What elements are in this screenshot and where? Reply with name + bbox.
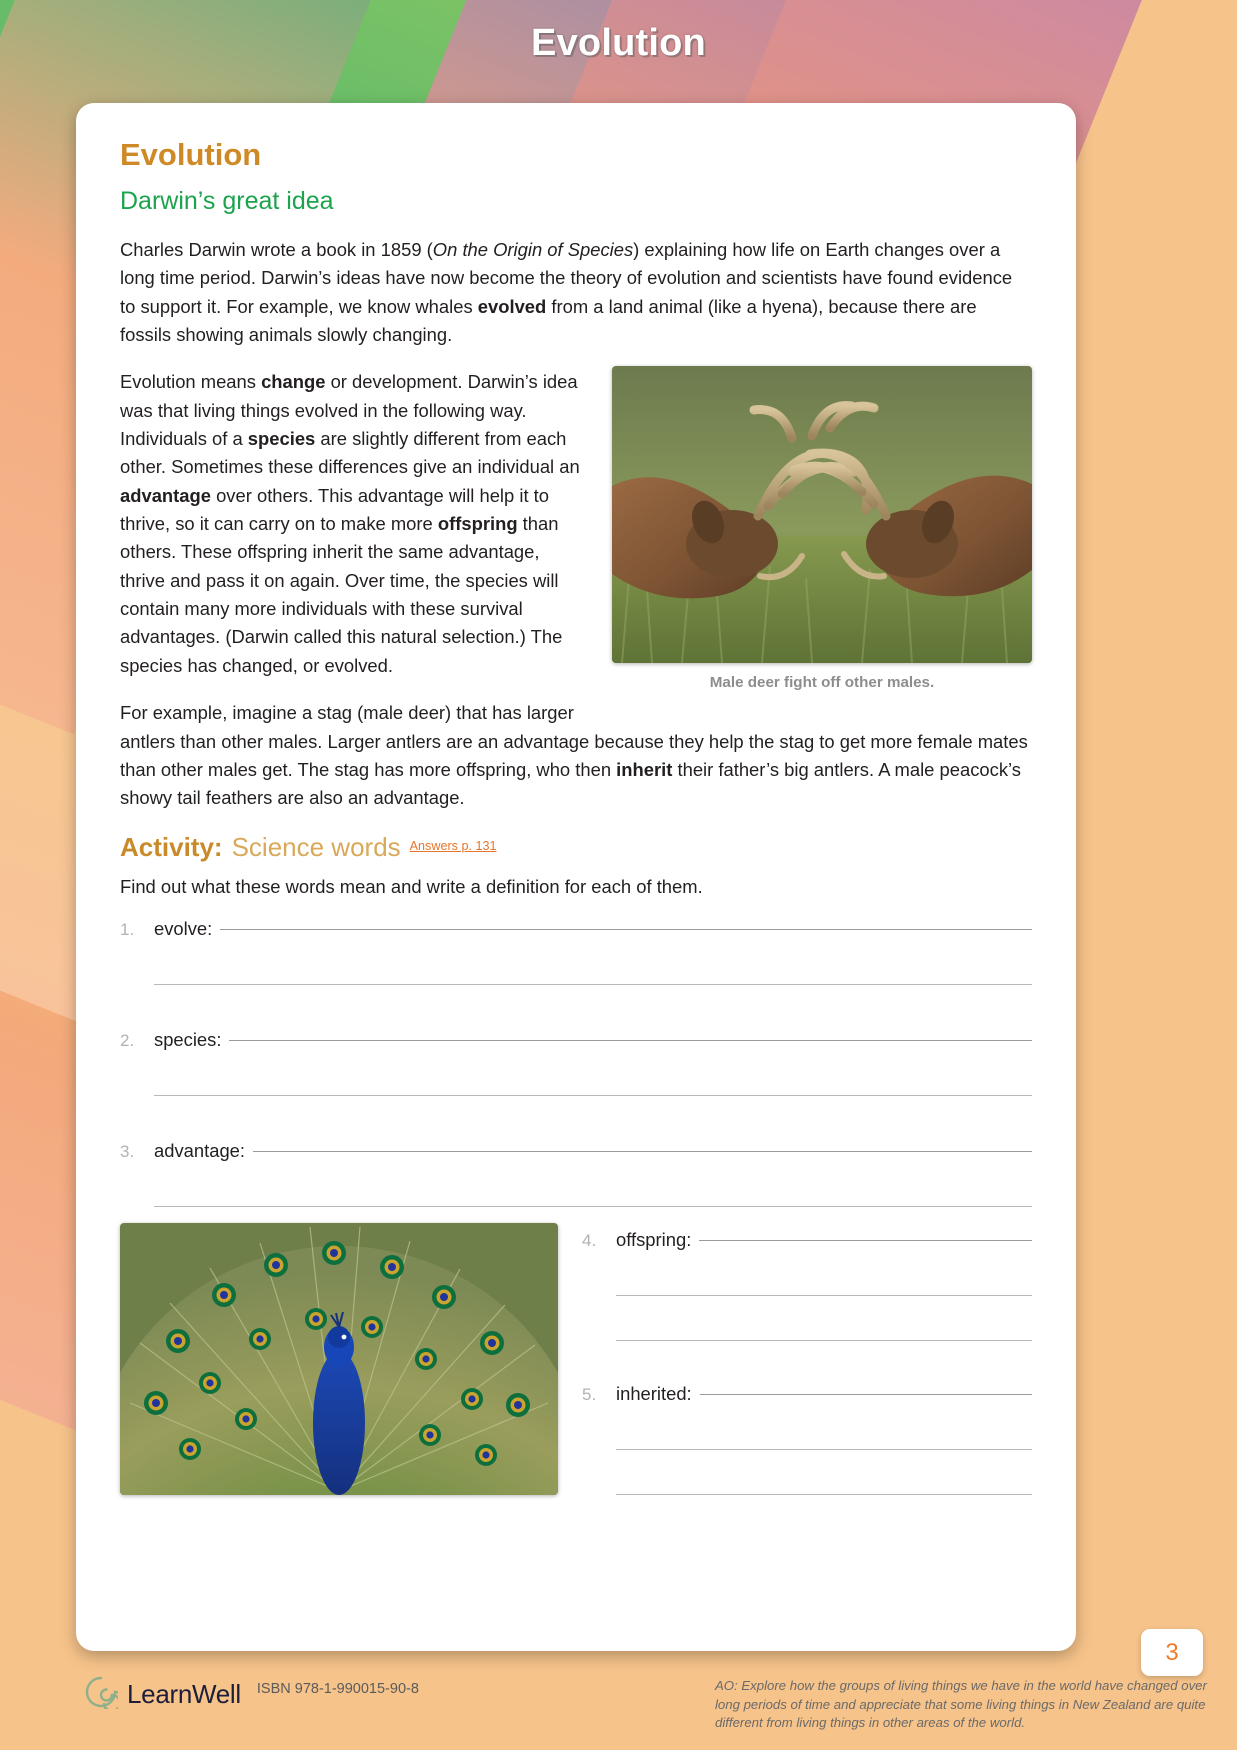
deer-photo bbox=[612, 366, 1032, 663]
content-card bbox=[76, 103, 1076, 1651]
activity-items-right bbox=[582, 1223, 1032, 1495]
list-item bbox=[120, 918, 1032, 940]
activity-label: Activity: bbox=[120, 831, 223, 862]
keyword-inherit: inherit bbox=[616, 758, 673, 780]
brand-name: LearnWell bbox=[127, 1679, 241, 1709]
deer-photo-illustration bbox=[612, 366, 1032, 663]
p3-part2: their father’s big antlers. A male peacock’s showy tail feathers are also an advantage. bbox=[120, 758, 1021, 809]
item-number: 3. bbox=[120, 1141, 135, 1161]
item-word: species: bbox=[154, 1028, 222, 1050]
activity-title: Science words bbox=[231, 831, 401, 862]
keyword-evolved: evolved bbox=[477, 295, 547, 317]
brand-logo bbox=[84, 1675, 241, 1714]
answer-line-continuation[interactable] bbox=[616, 1295, 1032, 1296]
item-number: 5. bbox=[582, 1384, 597, 1404]
peacock-photo bbox=[120, 1223, 558, 1495]
item-word: evolve: bbox=[154, 917, 213, 939]
answer-line-continuation[interactable] bbox=[154, 1095, 1032, 1096]
page-footer bbox=[0, 1638, 1237, 1750]
page-number: 3 bbox=[1141, 1629, 1203, 1676]
answers-link[interactable]: Answers p. 131 bbox=[409, 838, 497, 853]
activity-items-left bbox=[120, 918, 1032, 1207]
koru-spiral-icon bbox=[84, 1675, 118, 1714]
p1-part2: ) explaining how life on Earth changes over a long time period. Darwin’s ideas have now become the theory of evolution and scientists have found evidence to support it. For example, we know whales bbox=[120, 239, 1013, 317]
list-item bbox=[120, 1029, 1032, 1051]
p2-part4: over others. This advantage will help it to thrive, so it can carry on to make more bbox=[120, 484, 549, 535]
item-word: inherited: bbox=[616, 1382, 692, 1404]
deer-figure bbox=[612, 366, 1032, 691]
p2-part2: or development. Darwin’s idea was that living things evolved in the following way. Individuals of a bbox=[120, 371, 578, 450]
p2-part5: than others. These offspring inherit the same advantage, thrive and pass it on again. Over time, the species will contain many more individuals with these survival advantages. (Darwin called this natural selection.) The species has changed, or evolved. bbox=[120, 513, 563, 676]
section-heading: Evolution bbox=[120, 137, 262, 172]
answer-line[interactable] bbox=[253, 1151, 1032, 1152]
answer-line-continuation[interactable] bbox=[616, 1449, 1032, 1450]
item-word: advantage: bbox=[154, 1139, 246, 1161]
p2-part3: are slightly different from each other. Sometimes these differences give an individual an bbox=[120, 428, 580, 478]
answer-line-continuation[interactable] bbox=[154, 984, 1032, 985]
answer-line[interactable] bbox=[220, 929, 1032, 930]
deer-caption: Male deer fight off other males. bbox=[709, 674, 935, 692]
achievement-objective-text: AO: Explore how the groups of living things we have in the world have changed over long periods of time and appreciate that some living things in New Zealand are quite different from living things in other areas of the world. bbox=[715, 1678, 1207, 1731]
p3-part1: For example, imagine a stag (male deer) that has larger antlers than other males. Larger antlers are an advantage because they help the stag to get more female mates than other males get. The stag has more offspring, who then bbox=[120, 702, 1028, 780]
item-word: offspring: bbox=[616, 1228, 692, 1250]
book-title-italic: On the Origin of Species bbox=[432, 239, 634, 260]
list-item bbox=[582, 1383, 1032, 1405]
isbn-text: ISBN 978-1-990015-90-8 bbox=[256, 1681, 419, 1697]
answer-line-continuation[interactable] bbox=[616, 1340, 1032, 1341]
page-title: Evolution bbox=[531, 22, 706, 64]
p2-part1: Evolution means bbox=[120, 371, 262, 393]
answer-line[interactable] bbox=[700, 1394, 1032, 1395]
keyword-advantage: advantage bbox=[120, 484, 211, 506]
keyword-species: species bbox=[247, 428, 316, 450]
activity-instruction: Find out what these words mean and write a definition for each of them. bbox=[120, 875, 703, 897]
answer-line[interactable] bbox=[229, 1040, 1032, 1041]
item-number: 2. bbox=[120, 1030, 135, 1050]
list-item bbox=[120, 1140, 1032, 1162]
keyword-offspring: offspring bbox=[437, 513, 518, 535]
activity-header bbox=[120, 832, 1032, 863]
answer-line[interactable] bbox=[699, 1240, 1032, 1241]
subsection-heading: Darwin’s great idea bbox=[120, 187, 334, 215]
paragraph-darwin-book bbox=[120, 236, 1032, 349]
item-number: 4. bbox=[582, 1230, 597, 1250]
answer-line-continuation[interactable] bbox=[154, 1206, 1032, 1207]
p1-part1: Charles Darwin wrote a book in 1859 ( bbox=[120, 239, 433, 260]
peacock-figure bbox=[120, 1223, 558, 1495]
peacock-photo-illustration bbox=[120, 1223, 558, 1495]
bottom-row bbox=[120, 1223, 1032, 1495]
p1-part3: from a land animal (like a hyena), because there are fossils showing animals slowly changing. bbox=[120, 295, 977, 346]
list-item bbox=[582, 1229, 1032, 1251]
paragraph-stag-example bbox=[120, 699, 1032, 812]
answer-line-continuation[interactable] bbox=[616, 1494, 1032, 1495]
item-number: 1. bbox=[120, 919, 135, 939]
keyword-change: change bbox=[261, 371, 326, 393]
